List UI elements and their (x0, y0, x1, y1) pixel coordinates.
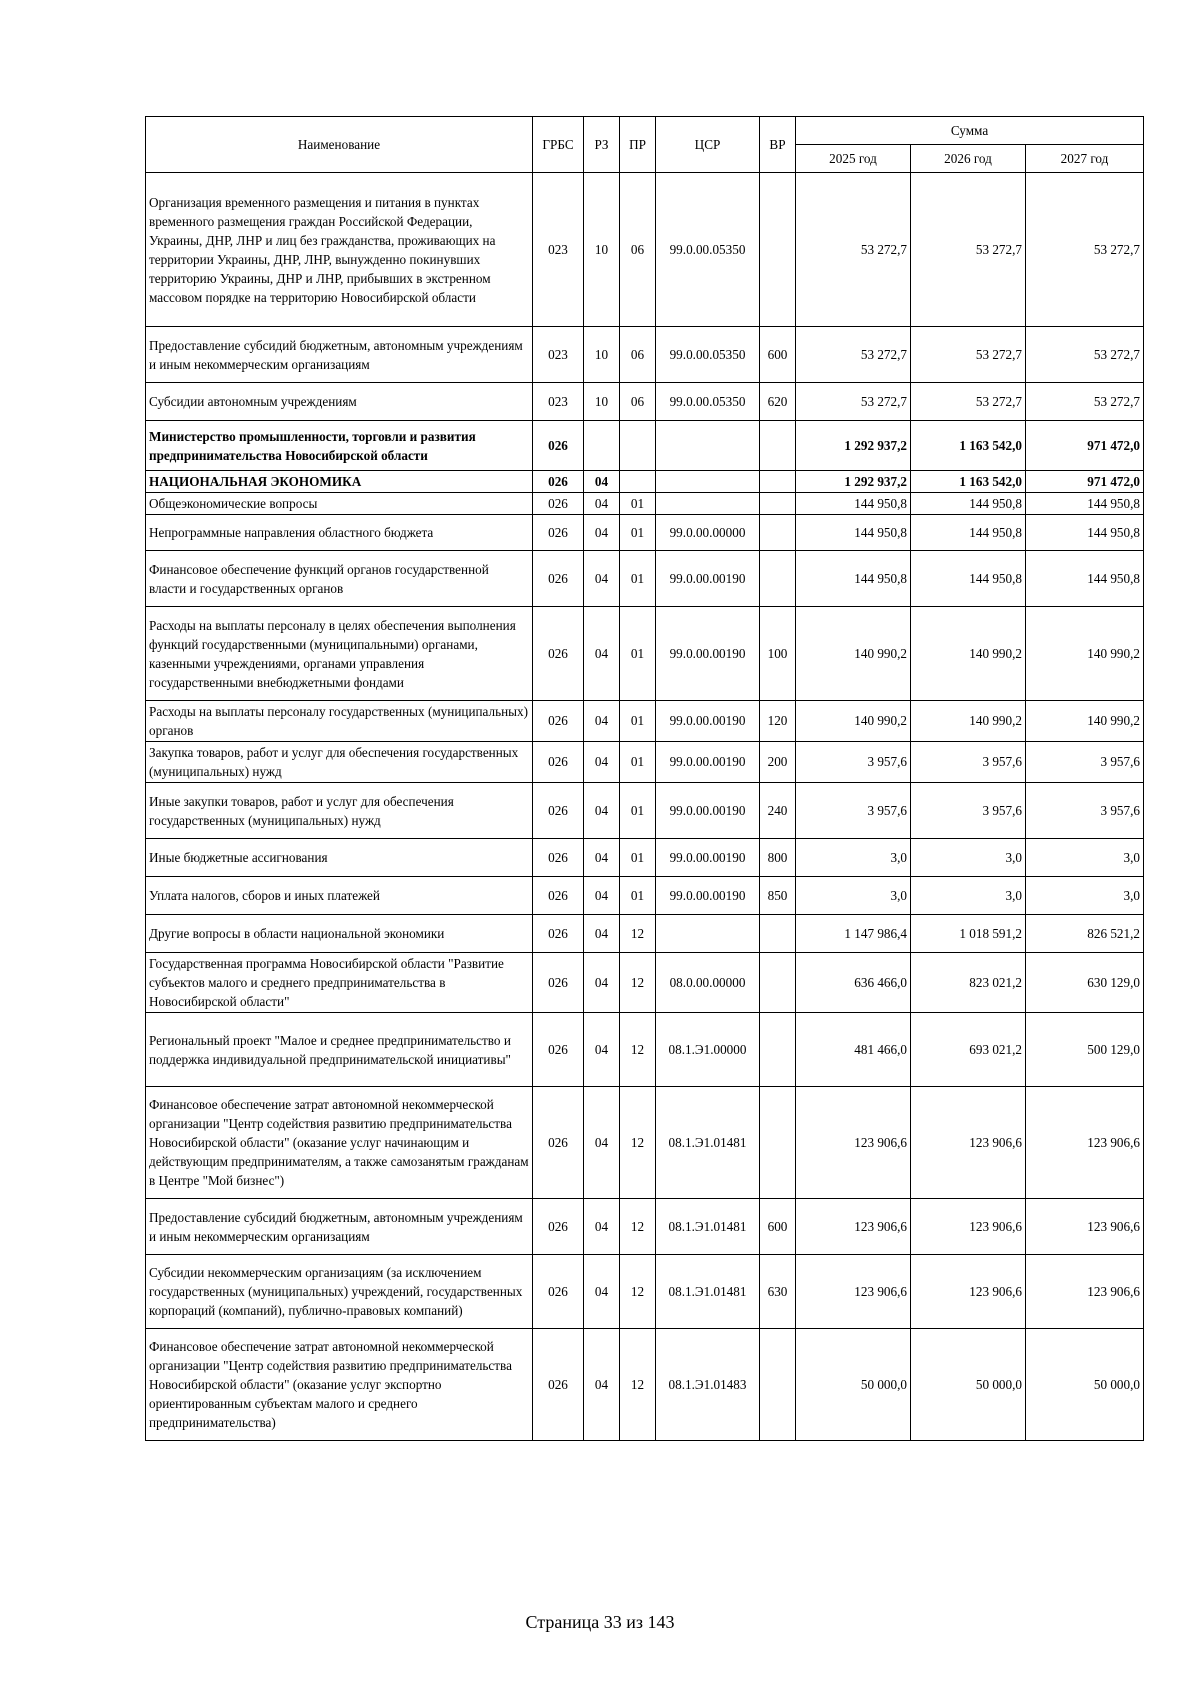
cell-sum-2025: 123 906,6 (796, 1255, 911, 1329)
cell-grbs: 026 (533, 915, 584, 953)
cell-pr: 06 (620, 173, 656, 327)
cell-name: Расходы на выплаты персоналу государственных (муниципальных) органов (146, 701, 533, 742)
cell-sum-2026: 3,0 (911, 877, 1026, 915)
cell-pr: 12 (620, 915, 656, 953)
cell-sum-2025: 53 272,7 (796, 327, 911, 383)
cell-rz: 04 (584, 1199, 620, 1255)
table-row (146, 1013, 1144, 1087)
cell-name: Организация временного размещения и питания в пунктах временного размещения граждан Российской Федерации, Украины, ДНР, ЛНР и лиц без гражданства, проживающих на территории Украины, ДНР, ЛНР, вынужденно покинувших территорию Украины, ДНР и ЛНР, прибывших в экстренном массовом порядке на территорию Новосибирской области (146, 173, 533, 327)
cell-sum-2027: 144 950,8 (1026, 515, 1144, 551)
cell-sum-2025: 1 147 986,4 (796, 915, 911, 953)
cell-sum-2026: 144 950,8 (911, 493, 1026, 515)
cell-sum-2026: 823 021,2 (911, 953, 1026, 1013)
cell-rz: 04 (584, 701, 620, 742)
table-row (146, 1199, 1144, 1255)
cell-vr (760, 471, 796, 493)
cell-sum-2027: 3 957,6 (1026, 783, 1144, 839)
cell-sum-2027: 500 129,0 (1026, 1013, 1144, 1087)
cell-sum-2027: 826 521,2 (1026, 915, 1144, 953)
table-row (146, 493, 1144, 515)
cell-pr: 01 (620, 551, 656, 607)
table-row (146, 421, 1144, 471)
cell-vr (760, 515, 796, 551)
cell-grbs: 023 (533, 327, 584, 383)
cell-csr: 99.0.00.00190 (656, 839, 760, 877)
cell-vr: 630 (760, 1255, 796, 1329)
cell-sum-2027: 3,0 (1026, 839, 1144, 877)
cell-name: Финансовое обеспечение затрат автономной некоммерческой организации "Центр содействия развитию предпринимательства Новосибирской области" (оказание услуг начинающим и действующим предпринимателям, а также самозанятым гражданам в Центре "Мой бизнес") (146, 1087, 533, 1199)
cell-grbs: 026 (533, 551, 584, 607)
cell-sum-2026: 53 272,7 (911, 327, 1026, 383)
cell-pr: 01 (620, 783, 656, 839)
header-grbs: ГРБС (533, 117, 584, 173)
table-row (146, 701, 1144, 742)
table-row (146, 953, 1144, 1013)
cell-csr: 99.0.00.00190 (656, 877, 760, 915)
table-row (146, 915, 1144, 953)
header-year-2025: 2025 год (796, 145, 911, 173)
cell-pr: 01 (620, 877, 656, 915)
cell-pr: 12 (620, 1199, 656, 1255)
table-row (146, 471, 1144, 493)
cell-pr: 06 (620, 383, 656, 421)
cell-sum-2027: 123 906,6 (1026, 1255, 1144, 1329)
cell-name: Расходы на выплаты персоналу в целях обеспечения выполнения функций государственными (муниципальными) органами, казенными учреждениями, органами управления государственными внебюджетными фондами (146, 607, 533, 701)
cell-grbs: 026 (533, 877, 584, 915)
cell-vr (760, 173, 796, 327)
cell-pr: 01 (620, 839, 656, 877)
cell-grbs: 026 (533, 515, 584, 551)
cell-rz: 04 (584, 471, 620, 493)
cell-sum-2027: 50 000,0 (1026, 1329, 1144, 1441)
table-row (146, 1329, 1144, 1441)
cell-sum-2026: 53 272,7 (911, 383, 1026, 421)
header-rz: РЗ (584, 117, 620, 173)
table-row (146, 607, 1144, 701)
cell-rz: 04 (584, 1329, 620, 1441)
cell-grbs: 026 (533, 742, 584, 783)
cell-grbs: 026 (533, 783, 584, 839)
cell-csr: 99.0.00.05350 (656, 383, 760, 421)
cell-sum-2025: 481 466,0 (796, 1013, 911, 1087)
cell-sum-2025: 636 466,0 (796, 953, 911, 1013)
cell-sum-2027: 123 906,6 (1026, 1087, 1144, 1199)
cell-pr: 01 (620, 701, 656, 742)
cell-csr: 99.0.00.00190 (656, 742, 760, 783)
cell-name: Общеэкономические вопросы (146, 493, 533, 515)
cell-name: Региональный проект "Малое и среднее предпринимательство и поддержка индивидуальной предпринимательской инициативы" (146, 1013, 533, 1087)
cell-csr: 08.1.Э1.01481 (656, 1199, 760, 1255)
cell-grbs: 023 (533, 383, 584, 421)
table-header (146, 117, 1144, 173)
header-vr: ВР (760, 117, 796, 173)
cell-csr (656, 471, 760, 493)
cell-pr: 12 (620, 1087, 656, 1199)
cell-sum-2025: 123 906,6 (796, 1199, 911, 1255)
cell-sum-2026: 3,0 (911, 839, 1026, 877)
cell-sum-2027: 630 129,0 (1026, 953, 1144, 1013)
cell-csr: 99.0.00.05350 (656, 173, 760, 327)
cell-csr: 99.0.00.00190 (656, 783, 760, 839)
cell-rz: 04 (584, 607, 620, 701)
cell-sum-2025: 53 272,7 (796, 383, 911, 421)
cell-sum-2025: 123 906,6 (796, 1087, 911, 1199)
cell-name: Финансовое обеспечение функций органов государственной власти и государственных органов (146, 551, 533, 607)
cell-pr: 12 (620, 1329, 656, 1441)
cell-pr: 12 (620, 1013, 656, 1087)
cell-name: Министерство промышленности, торговли и развития предпринимательства Новосибирской области (146, 421, 533, 471)
cell-sum-2027: 144 950,8 (1026, 493, 1144, 515)
cell-vr: 100 (760, 607, 796, 701)
cell-rz: 10 (584, 383, 620, 421)
header-sum: Сумма (796, 117, 1144, 145)
cell-rz: 04 (584, 877, 620, 915)
cell-vr (760, 1329, 796, 1441)
cell-sum-2026: 144 950,8 (911, 551, 1026, 607)
cell-grbs: 023 (533, 173, 584, 327)
cell-grbs: 026 (533, 1329, 584, 1441)
cell-sum-2025: 1 292 937,2 (796, 421, 911, 471)
cell-csr: 08.0.00.00000 (656, 953, 760, 1013)
cell-vr: 240 (760, 783, 796, 839)
cell-sum-2027: 53 272,7 (1026, 173, 1144, 327)
cell-csr: 08.1.Э1.01481 (656, 1255, 760, 1329)
cell-pr: 01 (620, 493, 656, 515)
cell-csr: 08.1.Э1.01483 (656, 1329, 760, 1441)
cell-vr (760, 915, 796, 953)
page-number: Страница 33 из 143 (525, 1612, 675, 1632)
table-row (146, 783, 1144, 839)
cell-csr (656, 421, 760, 471)
cell-sum-2025: 140 990,2 (796, 607, 911, 701)
cell-sum-2025: 3,0 (796, 877, 911, 915)
cell-sum-2025: 3 957,6 (796, 742, 911, 783)
cell-vr (760, 1013, 796, 1087)
cell-csr: 08.1.Э1.00000 (656, 1013, 760, 1087)
cell-vr: 620 (760, 383, 796, 421)
cell-csr: 99.0.00.05350 (656, 327, 760, 383)
cell-sum-2026: 693 021,2 (911, 1013, 1026, 1087)
cell-rz: 04 (584, 1255, 620, 1329)
table-body (146, 173, 1144, 1441)
cell-pr: 12 (620, 953, 656, 1013)
table-row (146, 327, 1144, 383)
cell-csr: 99.0.00.00190 (656, 607, 760, 701)
cell-sum-2027: 144 950,8 (1026, 551, 1144, 607)
cell-name: Предоставление субсидий бюджетным, автономным учреждениям и иным некоммерческим организациям (146, 1199, 533, 1255)
cell-rz: 04 (584, 551, 620, 607)
header-year-2027: 2027 год (1026, 145, 1144, 173)
header-csr: ЦСР (656, 117, 760, 173)
cell-sum-2027: 3,0 (1026, 877, 1144, 915)
cell-sum-2027: 53 272,7 (1026, 383, 1144, 421)
cell-csr (656, 493, 760, 515)
cell-csr: 99.0.00.00190 (656, 701, 760, 742)
cell-sum-2027: 3 957,6 (1026, 742, 1144, 783)
header-row-1 (146, 117, 1144, 145)
header-year-2026: 2026 год (911, 145, 1026, 173)
cell-rz: 04 (584, 915, 620, 953)
cell-sum-2025: 144 950,8 (796, 493, 911, 515)
cell-rz: 10 (584, 327, 620, 383)
table-row (146, 742, 1144, 783)
cell-sum-2026: 53 272,7 (911, 173, 1026, 327)
cell-vr (760, 953, 796, 1013)
cell-name: Иные закупки товаров, работ и услуг для обеспечения государственных (муниципальных) нужд (146, 783, 533, 839)
cell-pr: 06 (620, 327, 656, 383)
cell-rz: 04 (584, 515, 620, 551)
cell-vr: 600 (760, 1199, 796, 1255)
cell-pr (620, 421, 656, 471)
cell-vr: 200 (760, 742, 796, 783)
cell-sum-2025: 144 950,8 (796, 515, 911, 551)
cell-grbs: 026 (533, 839, 584, 877)
table-row (146, 839, 1144, 877)
cell-sum-2027: 971 472,0 (1026, 471, 1144, 493)
header-pr: ПР (620, 117, 656, 173)
cell-name: Иные бюджетные ассигнования (146, 839, 533, 877)
cell-sum-2026: 123 906,6 (911, 1255, 1026, 1329)
cell-sum-2025: 144 950,8 (796, 551, 911, 607)
cell-grbs: 026 (533, 701, 584, 742)
cell-sum-2027: 53 272,7 (1026, 327, 1144, 383)
cell-name: Другие вопросы в области национальной экономики (146, 915, 533, 953)
cell-name: НАЦИОНАЛЬНАЯ ЭКОНОМИКА (146, 471, 533, 493)
cell-sum-2025: 1 292 937,2 (796, 471, 911, 493)
cell-pr: 01 (620, 515, 656, 551)
cell-sum-2026: 144 950,8 (911, 515, 1026, 551)
cell-grbs: 026 (533, 493, 584, 515)
cell-vr: 850 (760, 877, 796, 915)
cell-vr (760, 421, 796, 471)
cell-vr (760, 551, 796, 607)
cell-grbs: 026 (533, 1013, 584, 1087)
cell-sum-2026: 1 018 591,2 (911, 915, 1026, 953)
cell-grbs: 026 (533, 471, 584, 493)
cell-name: Предоставление субсидий бюджетным, автономным учреждениям и иным некоммерческим организациям (146, 327, 533, 383)
cell-rz: 10 (584, 173, 620, 327)
cell-csr (656, 915, 760, 953)
cell-grbs: 026 (533, 1255, 584, 1329)
cell-rz (584, 421, 620, 471)
cell-grbs: 026 (533, 1199, 584, 1255)
cell-sum-2027: 123 906,6 (1026, 1199, 1144, 1255)
table-row (146, 551, 1144, 607)
cell-vr: 600 (760, 327, 796, 383)
cell-sum-2025: 3 957,6 (796, 783, 911, 839)
cell-grbs: 026 (533, 953, 584, 1013)
cell-sum-2026: 50 000,0 (911, 1329, 1026, 1441)
cell-rz: 04 (584, 1087, 620, 1199)
cell-sum-2025: 140 990,2 (796, 701, 911, 742)
cell-sum-2026: 140 990,2 (911, 701, 1026, 742)
table-row (146, 1255, 1144, 1329)
cell-name: Государственная программа Новосибирской области "Развитие субъектов малого и среднего предпринимательства в Новосибирской области" (146, 953, 533, 1013)
cell-sum-2026: 1 163 542,0 (911, 421, 1026, 471)
cell-sum-2026: 123 906,6 (911, 1199, 1026, 1255)
cell-sum-2026: 3 957,6 (911, 742, 1026, 783)
cell-grbs: 026 (533, 1087, 584, 1199)
cell-pr: 12 (620, 1255, 656, 1329)
cell-rz: 04 (584, 953, 620, 1013)
cell-name: Финансовое обеспечение затрат автономной некоммерческой организации "Центр содействия развитию предпринимательства Новосибирской области" (оказание услуг экспортно ориентированным субъектам малого и среднего предпринимательства) (146, 1329, 533, 1441)
cell-rz: 04 (584, 742, 620, 783)
cell-name: Уплата налогов, сборов и иных платежей (146, 877, 533, 915)
cell-csr: 08.1.Э1.01481 (656, 1087, 760, 1199)
cell-sum-2025: 50 000,0 (796, 1329, 911, 1441)
table-row (146, 1087, 1144, 1199)
table-row (146, 173, 1144, 327)
cell-pr: 01 (620, 742, 656, 783)
cell-rz: 04 (584, 1013, 620, 1087)
cell-name: Субсидии автономным учреждениям (146, 383, 533, 421)
cell-name: Субсидии некоммерческим организациям (за исключением государственных (муниципальных) учреждений, государственных корпораций (компаний), публично-правовых компаний) (146, 1255, 533, 1329)
table-row (146, 383, 1144, 421)
cell-sum-2026: 1 163 542,0 (911, 471, 1026, 493)
cell-pr: 01 (620, 607, 656, 701)
cell-sum-2027: 140 990,2 (1026, 701, 1144, 742)
cell-vr (760, 493, 796, 515)
cell-sum-2026: 123 906,6 (911, 1087, 1026, 1199)
cell-grbs: 026 (533, 607, 584, 701)
cell-rz: 04 (584, 493, 620, 515)
cell-sum-2026: 140 990,2 (911, 607, 1026, 701)
cell-sum-2027: 971 472,0 (1026, 421, 1144, 471)
cell-sum-2027: 140 990,2 (1026, 607, 1144, 701)
cell-pr (620, 471, 656, 493)
header-name: Наименование (146, 117, 533, 173)
table-row (146, 515, 1144, 551)
cell-sum-2025: 53 272,7 (796, 173, 911, 327)
table-row (146, 877, 1144, 915)
cell-grbs: 026 (533, 421, 584, 471)
cell-csr: 99.0.00.00190 (656, 551, 760, 607)
budget-table (145, 116, 1144, 1441)
cell-csr: 99.0.00.00000 (656, 515, 760, 551)
cell-vr: 800 (760, 839, 796, 877)
cell-name: Непрограммные направления областного бюджета (146, 515, 533, 551)
cell-sum-2026: 3 957,6 (911, 783, 1026, 839)
cell-sum-2025: 3,0 (796, 839, 911, 877)
cell-vr: 120 (760, 701, 796, 742)
cell-name: Закупка товаров, работ и услуг для обеспечения государственных (муниципальных) нужд (146, 742, 533, 783)
cell-rz: 04 (584, 783, 620, 839)
cell-rz: 04 (584, 839, 620, 877)
cell-vr (760, 1087, 796, 1199)
